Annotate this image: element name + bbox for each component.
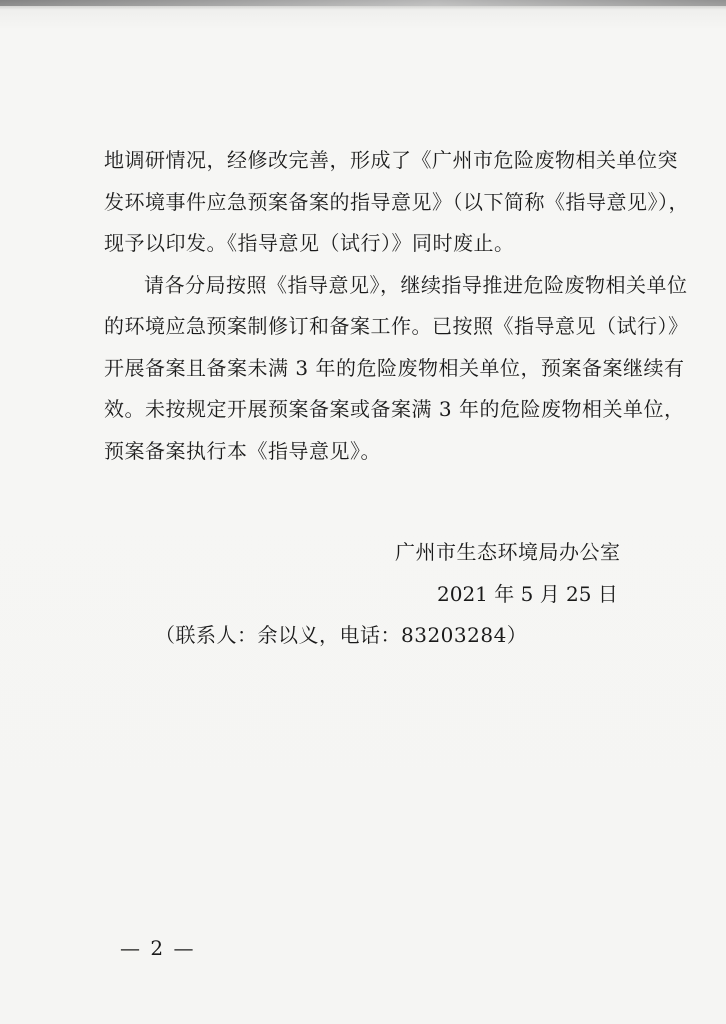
- issue-date: 2021 年 5 月 25 日: [437, 582, 618, 606]
- body-line: 现予以印发。《指导意见（试行）》同时废止。: [104, 231, 515, 255]
- body-line: 发环境事件应急预案备案的指导意见》（以下简称《指导意见》），: [104, 189, 689, 214]
- paragraph-1: [104, 140, 689, 265]
- body-line: 开展备案且备案未满 3 年的危险废物相关单位，预案备案继续有: [104, 355, 685, 380]
- body-line: 地调研情况，经修改完善，形成了《广州市危险废物相关单位突: [104, 148, 678, 172]
- body-line: 的环境应急预案制修订和备案工作。已按照《指导意见（试行）》: [104, 314, 689, 338]
- body-line: 效。未按规定开展预案备案或备案满 3 年的危险废物相关单位，: [104, 397, 685, 421]
- document-body: [104, 140, 689, 472]
- paragraph-2: [104, 265, 689, 473]
- contact-info: （联系人：余以义，电话：83203284）: [155, 623, 528, 647]
- issuer-signature: 广州市生态环境局办公室: [395, 540, 621, 564]
- body-line: 请各分局按照《指导意见》，继续指导推进危险废物相关单位: [144, 272, 688, 297]
- body-line: 预案备案执行本《指导意见》。: [104, 438, 381, 463]
- page-number: — 2 —: [120, 936, 196, 960]
- scan-top-edge: [0, 0, 726, 6]
